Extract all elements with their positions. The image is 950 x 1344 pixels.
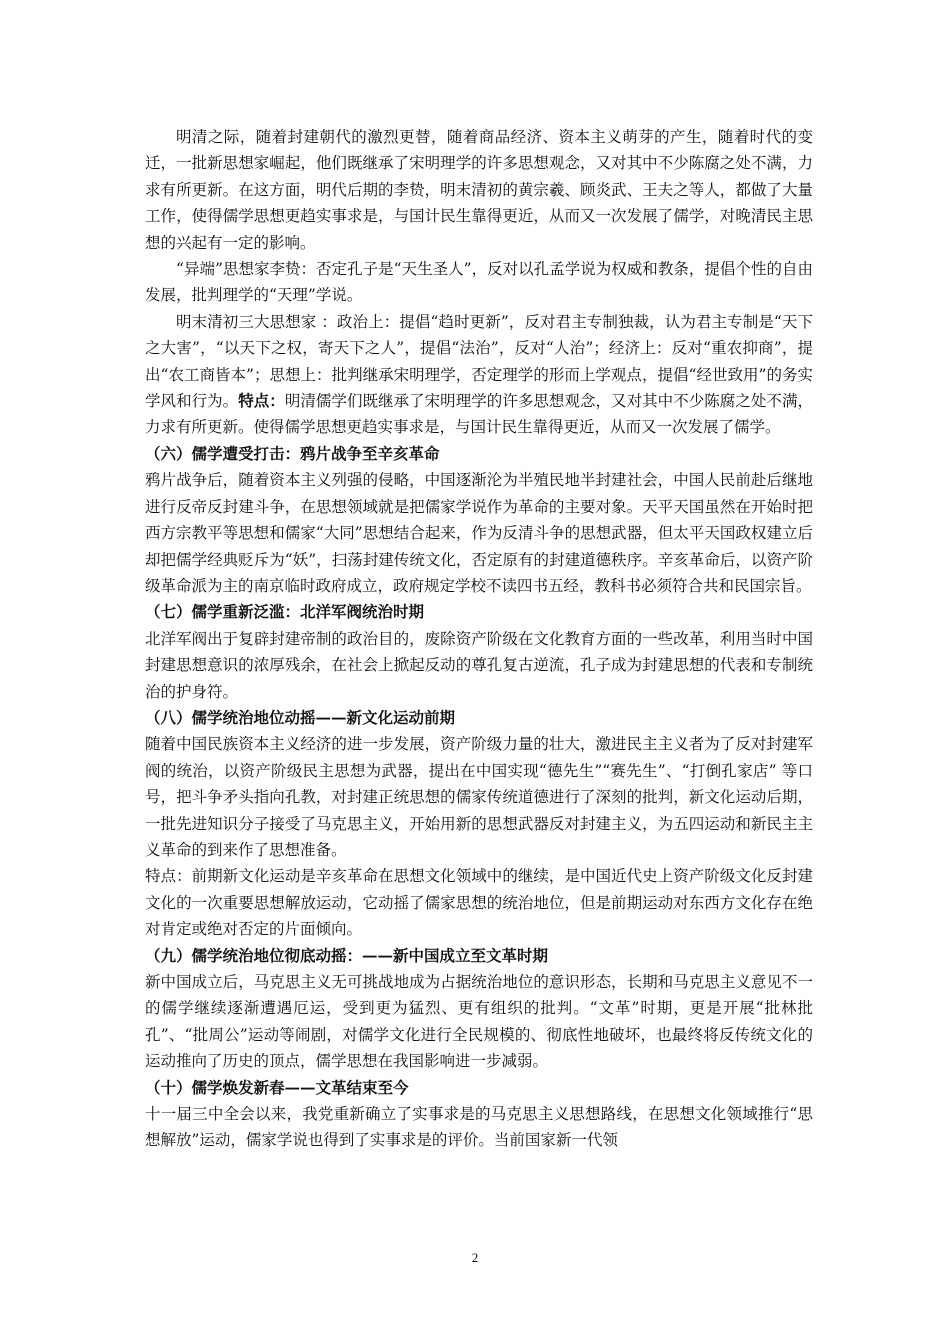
paragraph-section-9: 新中国成立后，马克思主义无可挑战地成为占据统治地位的意识形态，长期和马克思主义意见不一的儒学继续逐渐遭遇厄运，受到更为猛烈、更有组织的批判。“文革”时期，更是开展“批林批孔”、“批周公”运动等闹剧，对儒学文化进行全民规模的、彻底性地破坏，也最终将反传统文化的运动推向了历史的顶点，儒学思想在我国影响进一步减弱。 (145, 973, 813, 1071)
paragraph-three-thinkers-text: 明末清初三大思想家 ：政治上：提倡“趋时更新”，反对君主专制独裁，认为君主专制是“天下之大害”，“以天下之权，寄天下之人”，提倡“法治”，反对“人治”；经济上：反对“重农抑商”，提出“农工商皆本”；思想上：批判继承宋明理学，否定理学的形而上学观点，提倡“经世致用”的务实学风和行为。 (145, 312, 813, 411)
paragraph-li-zhi: “异端”思想家李贽：否定孔子是“天生圣人”，反对以孔孟学说为权威和教条，提倡个性的自由发展，批判理学的“天理”学说。 (145, 260, 813, 305)
section-heading-8: （八）儒学统治地位动摇——新文化运动前期 (145, 707, 456, 727)
paragraph-three-thinkers-tail: 明清儒学们既继承了宋明理学的许多思想观念，又对其中不少陈腐之处不满，力求有所更新。使得儒学思想更趋实事求是，与国计民生靠得更近，从而又一次发展了儒学。 (145, 392, 813, 437)
document-body (145, 124, 813, 1154)
section-heading-7: （七）儒学重新泛滥：北洋军阀统治时期 (145, 602, 425, 622)
paragraph-section-7: 北洋军阀出于复辟封建帝制的政治目的，废除资产阶级在文化教育方面的一些改革，利用当时中国封建思想意识的浓厚残余，在社会上掀起反动的尊孔复古逆流，孔子成为封建思想的代表和专制统治的护身符。 (145, 629, 813, 701)
paragraph-three-thinkers (145, 309, 813, 441)
paragraph-section-8: 随着中国民族资本主义经济的进一步发展，资产阶级力量的壮大，激进民主主义者为了反对封建军阀的统治，以资产阶级民主思想为武器，提出在中国实现“德先生”“赛先生”、“打倒孔家店” 等口号，把斗争矛头指向孔教，对封建正统思想的儒家传统道德进行了深刻的批判，新文化运动后期，一批先进知识分子接受了马克思主义，开始用新的思想武器反对封建主义，为五四运动和新民主主义革命的到来作了思想准备。 (145, 735, 813, 859)
paragraph-section-10: 十一届三中全会以来，我党重新确立了实事求是的马克思主义思想路线，在思想文化领域推行“思想解放”运动，儒家学说也得到了实事求是的评价。当前国家新一代领 (145, 1105, 813, 1150)
feature-label: 特点： (238, 391, 285, 411)
paragraph-section-6: 鸦片战争后，随着资本主义列强的侵略，中国逐渐沦为半殖民地半封建社会，中国人民前赴后继地进行反帝反封建斗争，在思想领域就是把儒家学说作为革命的主要对象。天平天国虽然在开始时把西方宗教平等思想和儒家“大同”思想结合起来，作为反清斗争的思想武器，但太平天国政权建立后却把儒学经典贬斥为“妖”，扫荡封建传统文化，否定原有的封建道德秩序。辛亥革命后，以资产阶级革命派为主的南京临时政府成立，政府规定学校不读四书五经，教科书必须符合共和民国宗旨。 (145, 471, 813, 595)
paragraph-ming-qing: 明清之际，随着封建朝代的激烈更替，随着商品经济、资本主义萌芽的产生，随着时代的变迁，一批新思想家崛起，他们既继承了宋明理学的许多思想观念，又对其中不少陈腐之处不满，力求有所更新。在这方面，明代后期的李贽，明末清初的黄宗羲、顾炎武、王夫之等人，都做了大量工作，使得儒学思想更趋实事求是，与国计民生靠得更近，从而又一次发展了儒学，对晚清民主思想的兴起有一定的影响。 (145, 128, 813, 252)
section-heading-9: （九）儒学统治地位彻底动摇：——新中国成立至文革时期 (145, 945, 549, 965)
paragraph-section-8-features: 特点：前期新文化运动是辛亥革命在思想文化领域中的继续，是中国近代史上资产阶级文化反封建文化的一次重要思想解放运动，它动摇了儒家思想的统治地位，但是前期运动对东西方文化存在绝对肯定或绝对否定的片面倾向。 (145, 867, 813, 939)
section-heading-6: （六）儒学遭受打击：鸦片战争至辛亥革命 (145, 443, 440, 463)
section-heading-10: （十）儒学焕发新春——文革结束至今 (145, 1077, 409, 1097)
page-number: 2 (471, 1250, 479, 1265)
